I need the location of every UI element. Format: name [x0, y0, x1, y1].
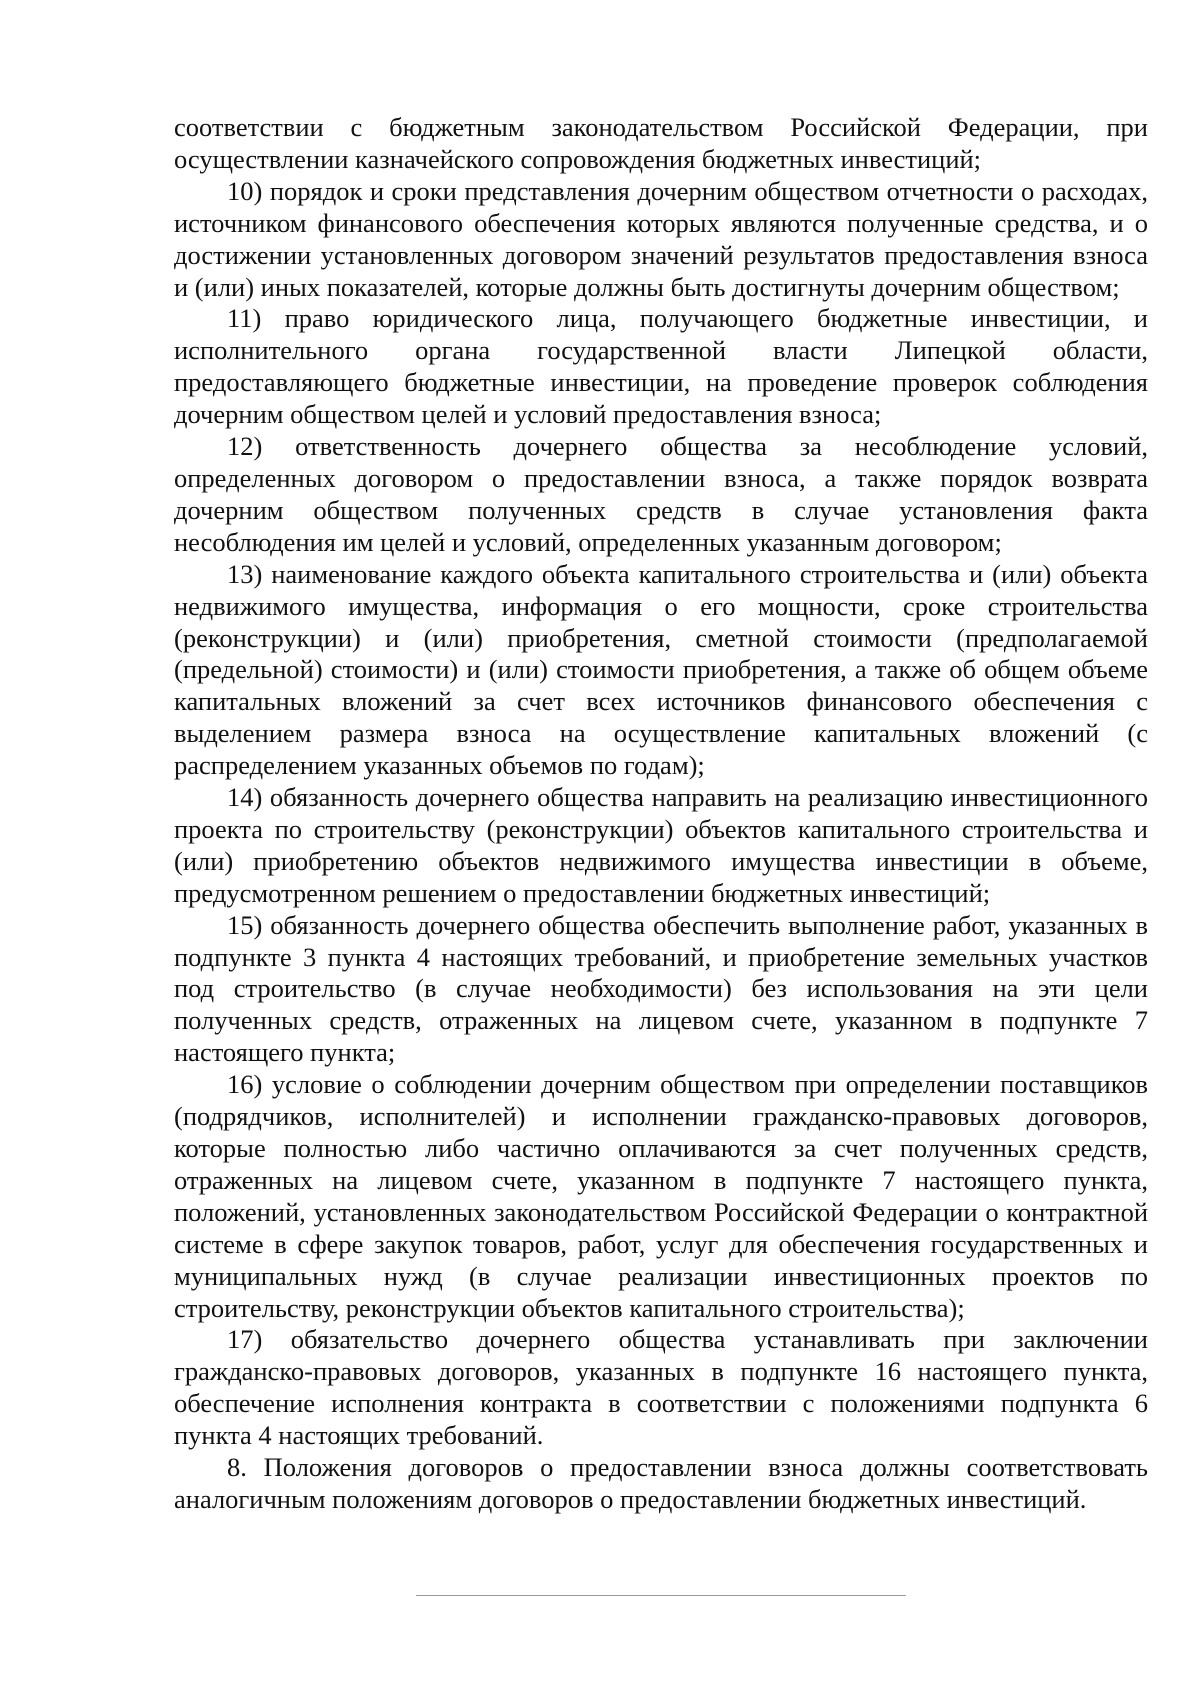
paragraph-continuation: соответствии с бюджетным законодательством Российской Федерации, при осуществлении казначейского сопровождения бюджетных инвестиций; — [174, 112, 1148, 174]
paragraph-item-16: 16) условие о соблюдении дочерним обществом при определении поставщиков (подрядчиков, исполнителей) и исполнении гражданско-правовых договоров, которые полностью либо частично оплачиваются за счет полученных средств, отраженных на лицевом счете, указанном в подпункте 7 настоящего пункта, положений, установленных законодательством Российской Федерации о контрактной системе в сфере закупок товаров, работ, услуг для обеспечения государственных и муниципальных нужд (в случае реализации инвестиционных проектов по строительству, реконструкции объектов капитального строительства); — [174, 1069, 1148, 1323]
paragraph-item-14: 14) обязанность дочернего общества направить на реализацию инвестиционного проекта по строительству (реконструкции) объектов капитального строительства и (или) приобретению объектов недвижимого имущества инвестиции в объеме, предусмотренном решением о предоставлении бюджетных инвестиций; — [174, 782, 1148, 908]
paragraph-item-10: 10) порядок и сроки представления дочерним обществом отчетности о расходах, источником финансового обеспечения которых являются полученные средства, и о достижении установленных договором значений результатов предоставления взноса и (или) иных показателей, которые должны быть достигнуты дочерним обществом; — [174, 175, 1148, 302]
paragraph-item-13: 13) наименование каждого объекта капитального строительства и (или) объекта недвижимого имущества, информация о его мощности, сроке строительства (реконструкции) и (или) приобретения, сметной стоимости (предполагаемой (предельной) стоимости) и (или) стоимости приобретения, а также об общем объеме капитальных вложений за счет всех источников финансового обеспечения с выделением размера взноса на осуществление капитальных вложений (с распределением указанных объемов по годам); — [174, 558, 1148, 781]
end-of-text-divider — [416, 1595, 906, 1596]
document-body — [174, 112, 1148, 1516]
paragraph-item-17: 17) обязательство дочернего общества устанавливать при заключении гражданско-правовых договоров, указанных в подпункте 16 настоящего пункта, обеспечение исполнения контракта в соответствии с положениями подпункта 6 пункта 4 настоящих требований. — [174, 1324, 1148, 1451]
paragraph-item-12: 12) ответственность дочернего общества за несоблюдение условий, определенных договором о предоставлении взноса, а также порядок возврата дочерним обществом полученных средств в случае установления факта несоблюдения им целей и условий, определенных указанным договором; — [174, 431, 1148, 557]
paragraph-item-15: 15) обязанность дочернего общества обеспечить выполнение работ, указанных в подпункте 3 пункта 4 настоящих требований, и приобретение земельных участков под строительство (в случае необходимости) без использования на эти цели полученных средств, отраженных на лицевом счете, указанном в подпункте 7 настоящего пункта; — [174, 909, 1148, 1068]
paragraph-point-8: 8. Положения договоров о предоставлении взноса должны соответствовать аналогичным положениям договоров о предоставлении бюджетных инвестиций. — [174, 1452, 1148, 1514]
paragraph-item-11: 11) право юридического лица, получающего бюджетные инвестиции, и исполнительного органа государственной власти Липецкой области, предоставляющего бюджетные инвестиции, на проведение проверок соблюдения дочерним обществом целей и условий предоставления взноса; — [174, 303, 1148, 430]
